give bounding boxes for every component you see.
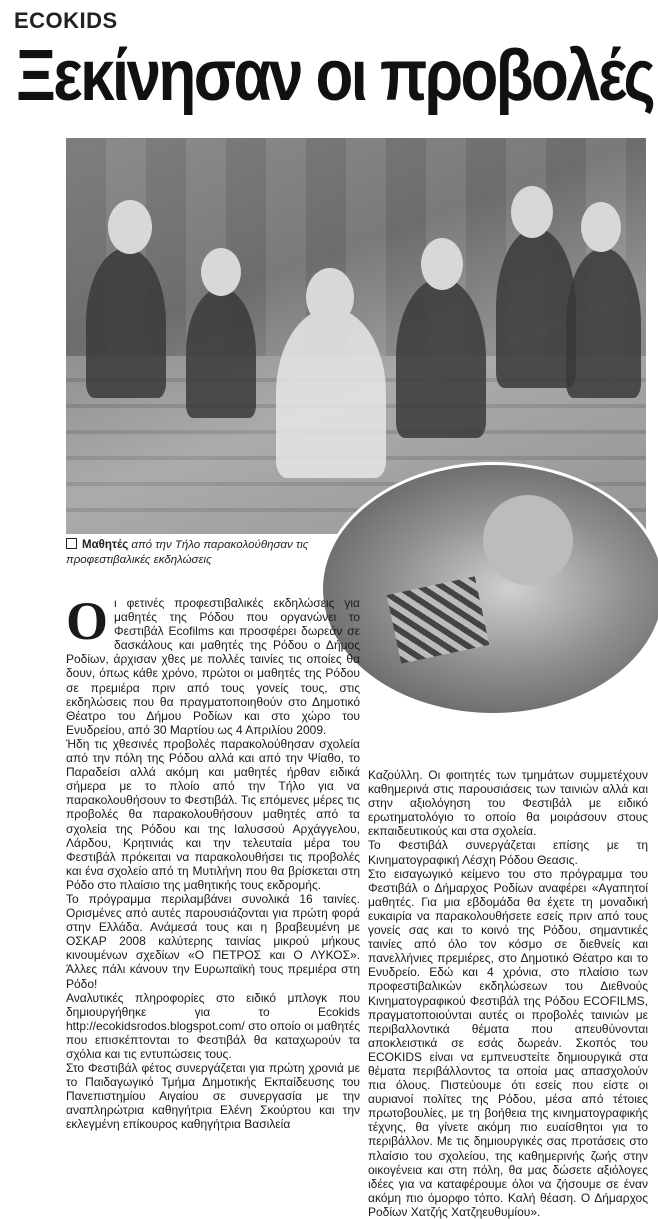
article-paragraph: Στο Φεστιβάλ φέτος συνεργάζεται για πρώτη χρονιά με το Παιδαγωγικό Τμήμα Δημοτικής Εκπαίδευσης του Πανεπιστημίου Αιγαίου σε συνεργασία με την αναπληρώτρια καθηγήτρια Ελένη Σκούρτου και την εκλεγμένη επίκουρος καθηγήτρια Βασιλεία <box>66 1061 360 1132</box>
article-paragraph: Το πρόγραμμα περιλαμβάνει συνολικά 16 ταινίες. Ορισμένες από αυτές παρουσιάζονται για πρώτη φορά στην Ελλάδα. Ανάμεσά τους και η βραβευμένη με ΟΣΚΑΡ 2008 καλύτερης ταινίας μικρού μήκους κινουμένων σχεδίων «Ο ΠΕΤΡΟΣ και Ο ΛΥΚΟΣ». Άλλες πάλι κάνουν την Ευρωπαϊκή τους πρεμιέρα στη Ρόδο! <box>66 891 360 991</box>
photo-booklet <box>387 576 490 663</box>
reading-kid-photo <box>320 462 658 716</box>
photo-figure <box>496 228 576 388</box>
article-column-2 <box>368 768 648 1219</box>
drop-cap: Ο <box>66 591 109 651</box>
photo-figure <box>276 308 386 478</box>
article-column-1 <box>66 591 360 1132</box>
photo-face <box>108 200 152 254</box>
article-paragraph: Στο εισαγωγικό κείμενο του στο πρόγραμμα του Φεστιβάλ ο Δήμαρχος Ροδίων αναφέρει «Αγαπητοί μαθητές. Για μια εβδομάδα θα έχετε τη μοναδική ευκαιρία να παρακολουθήσετε εσείς πριν από τους γονείς σας και το κοινό της Ρόδου, σημαντικές ταινίες από όλο τον κόσμο σε διεθνείς και πανελλήνιες πρεμιέρες, στο Δημοτικό Θέατρο και το Ενυδρείο. Εδώ και 4 χρόνια, στο πλαίσιο των προφεστιβαλικών εκδηλώσεων του Διεθνούς Κινηματογραφικού Φεστιβάλ της Ρόδου ECOFILMS, πραγματοποιούνται αυτές οι προβολές ταινιών με περιβαλλοντικά θέματα που απευθύνονται αποκλειστικά σε εσάς δωρεάν. Σκοπός του ECOKIDS είναι να εμπνευστείτε δημιουργικά στα θέματα περιβάλλοντος τα οποία μας απασχολούν πια όλους. Πιστεύουμε ότι εσείς που είστε οι αυριανοί πολίτες της Ρόδου, μέσα από τέτοιες πρωτοβουλίες, με τη βοήθεια της κινηματογραφικής τέχνης, θα γίνετε ακόμη πιο ευαίσθητοι για το περιβάλλον. Με τις δημιουργικές σας προτάσεις στο πλαίσιο του σχολείου, της καθημερινής ζωής στην οικογένεια και στη πόλη, θα μας δώσετε αξιόλογες ιδέες για να καταφέρουμε όλοι να ζήσουμε σε έναν ακόμη πιο όμορφο τόπο. Καλή θέαση. Ο Δήμαρχος Ροδίων Χατζής Χατζηευθυμίου». <box>368 866 648 1219</box>
photo-figure <box>566 248 641 398</box>
photo-face <box>306 268 354 326</box>
photo-face <box>421 238 463 290</box>
caption-text: από την Τήλο παρακολούθησαν τις προφεστιβαλικές εκδηλώσεις <box>66 539 309 566</box>
headline: Ξεκίνησαν οι προβολές <box>16 36 654 116</box>
photo-face <box>201 248 241 296</box>
article-paragraph: Καζούλλη. Οι φοιτητές των τμημάτων συμμετέχουν καθημερινά στις παρουσιάσεις των ταινιών αλλά και στην αξιολόγηση του Φεστιβάλ με ειδικό ερωτηματολόγιο το οποίο θα μοιράσουν στους εκπαιδευτικούς και στα σχολεία. <box>368 768 648 839</box>
photo-face <box>581 202 621 252</box>
photo-figure <box>396 278 486 438</box>
article-paragraph: Αναλυτικές πληροφορίες στο ειδικό μπλογκ που δημιουργήθηκε για το Ecokids http://ecokidsrodos.blogspot.com/ στο οποίο οι μαθητές που επισκέπτονται το Φεστιβάλ θα καταχωρούν τα σχόλια και τις εντυπώσεις τους. <box>66 990 360 1061</box>
photo-face <box>511 186 553 238</box>
section-kicker: ECOKIDS <box>14 8 118 33</box>
article-paragraph: ι φετινές προφεστιβαλικές εκδηλώσεις για μαθητές της Ρόδου που οργανώνει το Φεστιβάλ Ecofilms και προσφέρει δωρεάν σε δασκάλους και μαθητές της Ρόδου ο Δήμος Ροδίων, άρχισαν χθες με πολλές ταινίες τις οποίες θα δουν, όπως κάθε χρόνο, πρώτοι οι μαθητές της Ρόδου σε πρεμιέρα πριν από τους γονείς τους, στις εκδηλώσεις που θα πραγματοποιηθούν στο Δημοτικό Θέατρο του Δήμου Ροδίων και στο χώρο του Ενυδρείου, από 30 Μαρτίου ως 4 Απριλίου 2009. <box>66 596 360 737</box>
article-paragraph: Ήδη τις χθεσινές προβολές παρακολούθησαν σχολεία από την πόλη της Ρόδου αλλά και από την Ψίαθο, το Παραδείσι αλλά ακόμη και μαθητές ήρθαν ειδικά σήμερα με το πλοίο από την Τήλο για να παρακολουθήσουν το Φεστιβάλ. Τις επόμενες μέρες τις προβολές θα παρακολουθήσουν μαθητές από τα σχολεία της Ρόδου και της Ιαλυσσού Αρχάγγελου, Λάρδου, Κρητινιάς και την τελευταία μέρα του Φεστιβάλ πρόκειται να παρακολουθήσει τις προβολές και ένα σχολείο από τη Μυτιλήνη που θα βρίσκεται στη Ρόδο στο πλαίσιο της μαθητικής τους εκδρομής. <box>66 736 360 892</box>
article-paragraph: Το Φεστιβάλ συνεργάζεται επίσης με τη Κινηματογραφική Λέσχη Ρόδου Θεασις. <box>368 838 648 867</box>
photo-caption <box>66 538 316 568</box>
photo-figure <box>186 288 256 418</box>
caption-bold: Μαθητές <box>82 539 129 551</box>
photo-figure <box>86 248 166 398</box>
caption-marker-icon <box>66 538 77 549</box>
photo-face <box>483 495 573 585</box>
